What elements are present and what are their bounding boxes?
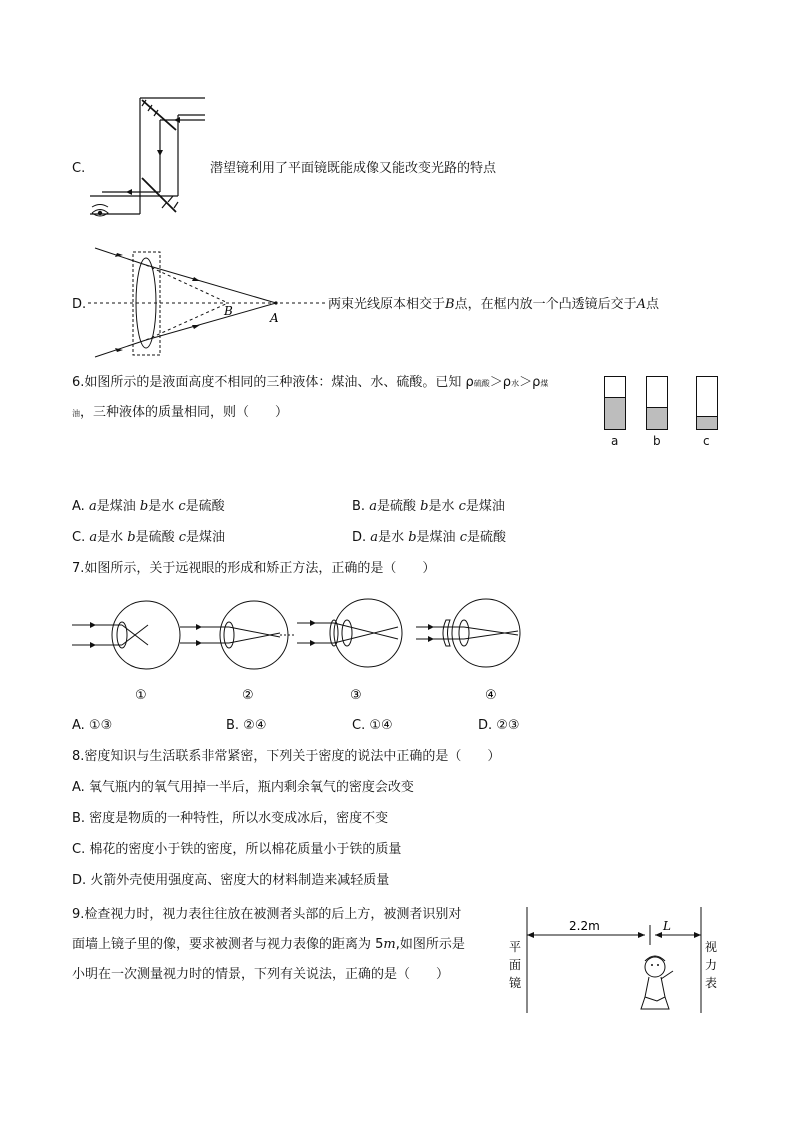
container-b: [646, 376, 668, 430]
chart-label-1: 视: [705, 940, 718, 954]
option-c-label: C.: [72, 161, 86, 176]
q7-option-d[interactable]: D. ②③: [478, 718, 520, 733]
q9-stem-line2: 面墙上镜子里的像，要求被测者与视力表像的距离为 5m,如图所示是: [72, 937, 465, 952]
eye-label-4: ④: [485, 688, 497, 703]
container-label-a: a: [611, 434, 619, 448]
chart-label-2: 力: [705, 958, 718, 972]
convex-lens-figure: [88, 245, 333, 363]
distance-2-2m-label: 2.2m: [569, 919, 600, 933]
eye-diagrams-figure: [72, 595, 532, 705]
option-d-text: 两束光线原本相交于B点，在框内放一个凸透镜后交于A点: [328, 297, 659, 312]
q6-stem-line2: 油，三种液体的质量相同，则（ ）: [72, 405, 289, 420]
container-label-b: b: [653, 434, 661, 448]
q7-option-b[interactable]: B. ②④: [226, 718, 267, 733]
q8-option-a[interactable]: A. 氧气瓶内的氧气用掉一半后，瓶内剩余氧气的密度会改变: [72, 780, 414, 795]
q8-option-c[interactable]: C. 棉花的密度小于铁的密度，所以棉花质量小于铁的质量: [72, 842, 402, 857]
periscope-figure: [80, 90, 220, 240]
q8-stem: 8.密度知识与生活联系非常紧密，下列关于密度的说法中正确的是（ ）: [72, 749, 501, 764]
liquid-level-a: [605, 397, 625, 429]
container-a: [604, 376, 626, 430]
option-c-text: 潜望镜利用了平面镜既能成像又能改变光路的特点: [210, 161, 497, 176]
q6-option-a[interactable]: A. a是煤油 b是水 c是硫酸: [72, 499, 225, 514]
liquid-level-c: [697, 416, 717, 429]
point-a-label: A: [270, 311, 279, 325]
container-label-c: c: [703, 434, 710, 448]
mirror-label-2: 面: [509, 958, 522, 972]
container-c: [696, 376, 718, 430]
point-b-label: B: [224, 304, 233, 318]
vision-test-figure: [505, 905, 725, 1020]
q7-stem: 7.如图所示，关于远视眼的形成和矫正方法，正确的是（ ）: [72, 561, 436, 576]
q6-option-c[interactable]: C. a是水 b是硫酸 c是煤油: [72, 530, 226, 545]
eye-label-2: ②: [242, 688, 254, 703]
q7-option-a[interactable]: A. ①③: [72, 718, 113, 733]
liquid-level-b: [647, 407, 667, 429]
q9-stem-line3: 小明在一次测量视力时的情景，下列有关说法，正确的是（ ）: [72, 967, 450, 982]
option-d-label: D.: [72, 297, 87, 312]
mirror-label-3: 镜: [509, 976, 522, 990]
q6-option-b[interactable]: B. a是硫酸 b是水 c是煤油: [352, 499, 505, 514]
q9-stem-line1: 9.检查视力时，视力表往往放在被测者头部的后上方，被测者识别对: [72, 907, 462, 922]
chart-label-3: 表: [705, 976, 718, 990]
q7-option-c[interactable]: C. ①④: [352, 718, 393, 733]
q6-option-d[interactable]: D. a是水 b是煤油 c是硫酸: [352, 530, 506, 545]
distance-l-label: L: [663, 919, 671, 933]
eye-label-3: ③: [350, 688, 362, 703]
q8-option-d[interactable]: D. 火箭外壳使用强度高、密度大的材料制造来减轻质量: [72, 873, 390, 888]
eye-label-1: ①: [135, 688, 147, 703]
q8-option-b[interactable]: B. 密度是物质的一种特性，所以水变成冰后，密度不变: [72, 811, 389, 826]
mirror-label-1: 平: [509, 940, 522, 954]
q6-stem-line1: 6.如图所示的是液面高度不相同的三种液体：煤油、水、硫酸。已知 ρ硫酸＞ρ水＞ρ煤: [72, 375, 549, 390]
